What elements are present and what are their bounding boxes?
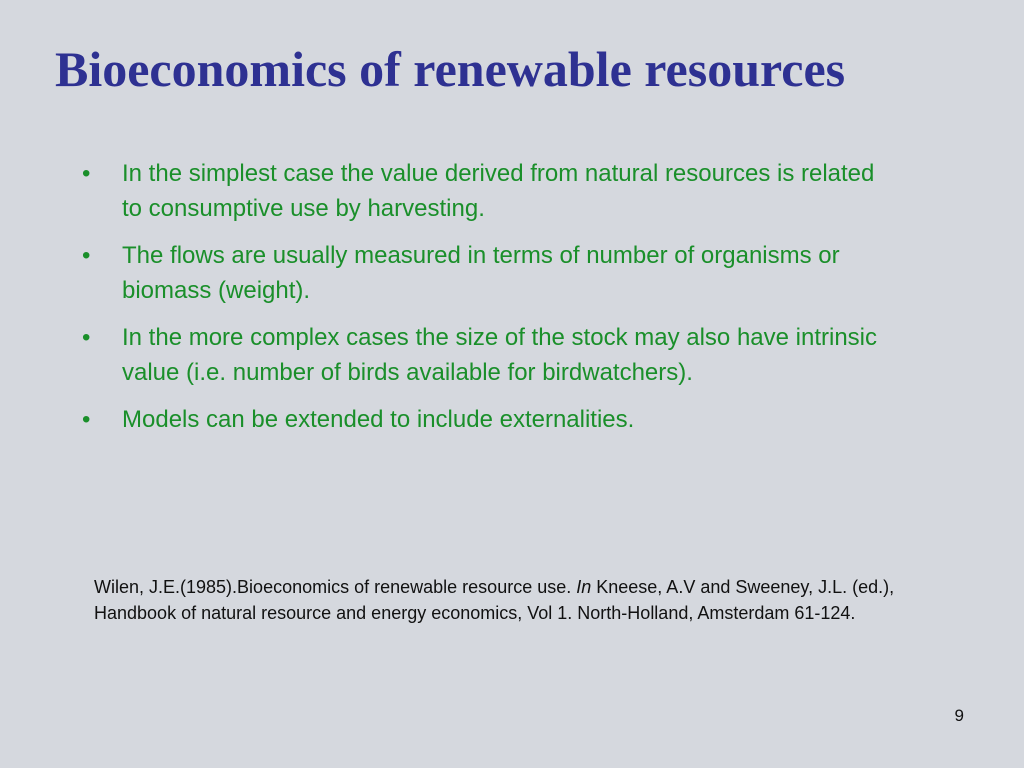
reference-italic-in: In <box>576 577 592 597</box>
slide-title: Bioeconomics of renewable resources <box>55 41 846 97</box>
page-number: 9 <box>954 706 964 725</box>
bullet-text: In the more complex cases the size of the stock may also have intrinsic value (i.e. number of birds available for birdwatchers). <box>122 324 878 386</box>
bullet-marker: • <box>82 160 91 187</box>
bullet-item <box>82 402 882 437</box>
reference-text-part2: Kneese, A.V and Sweeney, J.L. (ed.), Handbook of natural resource and energy economics, Vol 1. North-Holland, Amsterdam 61-124. <box>94 577 895 623</box>
bullet-text: Models can be extended to include externalities. <box>122 406 635 433</box>
bullet-marker: • <box>82 324 91 351</box>
reference-text-part1: Wilen, J.E.(1985).Bioeconomics of renewable resource use. <box>94 577 577 597</box>
bullet-text: In the simplest case the value derived from natural resources is related to consumptive use by harvesting. <box>122 160 875 222</box>
bullet-item <box>82 238 882 308</box>
bullet-item <box>82 320 882 390</box>
bullet-marker: • <box>82 406 91 433</box>
bullet-text: The flows are usually measured in terms of number of organisms or biomass (weight). <box>122 242 840 304</box>
bullet-list <box>82 156 882 449</box>
bullet-item <box>82 156 882 226</box>
bullet-marker: • <box>82 242 91 269</box>
reference-citation <box>94 574 909 626</box>
